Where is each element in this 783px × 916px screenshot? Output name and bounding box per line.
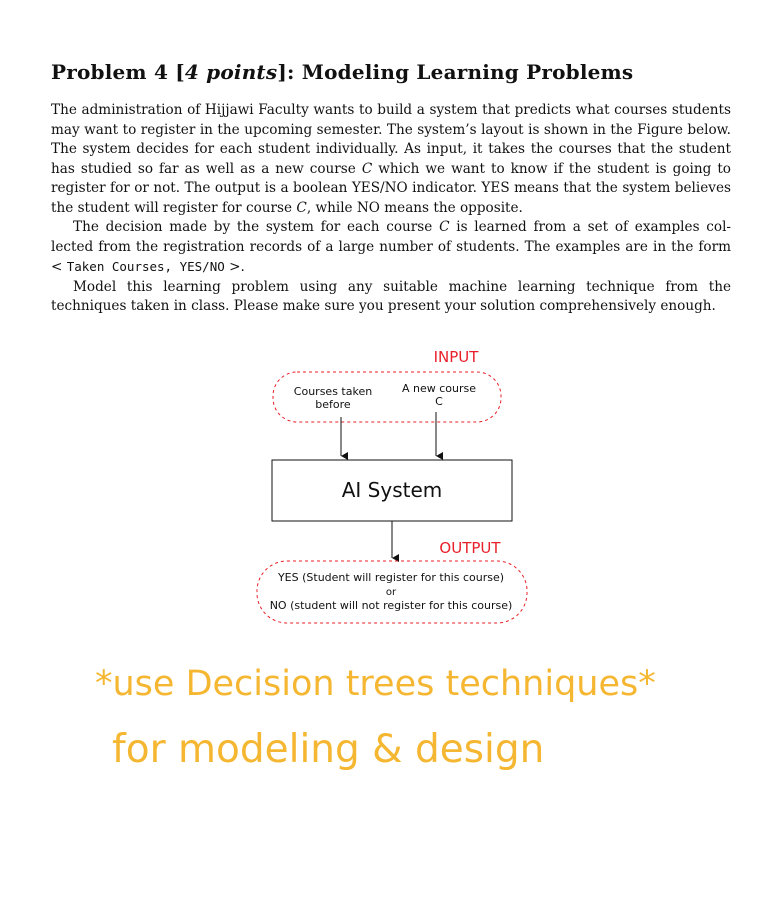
greater-than-symbol: >. (229, 259, 245, 275)
paragraph-2-text-b: is learned from a set of examples col-lected from the registration records of a large number of students. The examples are in the form (51, 219, 732, 255)
paragraph-1-text-c: , while NO means the opposite. (306, 199, 523, 216)
output-label: OUTPUT (439, 539, 501, 557)
variable-c: C (296, 199, 307, 216)
title-prefix: Problem 4 [ (51, 60, 185, 84)
new-course-label: A new course (401, 382, 477, 395)
yes-output-text: YES (Student will register for this course) (277, 571, 505, 584)
input-label: INPUT (433, 348, 479, 366)
courses-taken-label-line2: before (315, 398, 351, 411)
no-output-text: NO (student will not register for this course) (269, 599, 513, 612)
title-points: 4 points (184, 60, 278, 84)
new-course-variable: C (435, 395, 443, 408)
handwritten-annotation-line2: for modeling & design (112, 727, 545, 772)
variable-c: C (361, 160, 373, 177)
handwritten-annotation-line1: *use Decision trees techniques* (95, 664, 656, 704)
example-form-code: Taken Courses, YES/NO (66, 259, 225, 274)
ai-system-label: AI System (341, 478, 443, 502)
title-suffix: ]: Modeling Learning Problems (277, 60, 634, 84)
paragraph-1-text-b: which we want to know if the student is going to register for or not. The output is a boolean YES/NO indicator. YES means that the system believes the student will register for course (51, 160, 731, 216)
or-text: or (385, 587, 397, 598)
paragraph-3: Model this learning problem using any suitable machine learning technique from the techniques taken in class. Please make sure you present your solution comprehensively enough. (51, 278, 731, 314)
paragraph-1-text-a: The administration of Hijjawi Faculty wants to build a system that predicts what courses students may want to register in the upcoming semester. The system’s layout is shown in the Figure below. The system decides for each student individually. As input, it takes the courses that the student has studied so far as well as a new course (51, 102, 731, 177)
paragraph-2-text-a: The decision made by the system for each course (73, 219, 433, 235)
less-than-symbol: < (51, 259, 63, 275)
courses-taken-label: Courses taken (293, 385, 373, 398)
variable-c: C (439, 219, 450, 235)
